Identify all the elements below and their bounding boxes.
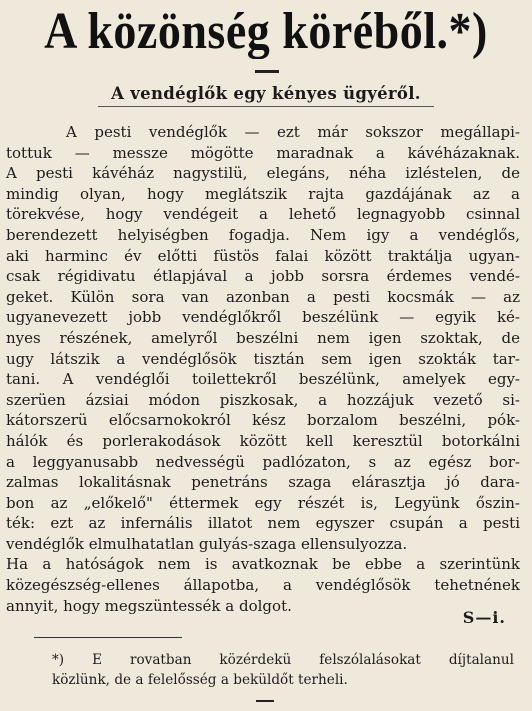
body-line: kátorszerü előcsarnokokról kész borzalom beszélni, pók- — [6, 411, 520, 430]
body-line: A pesti vendéglők — ezt már sokszor megállapi- — [66, 123, 520, 141]
subheading-underline — [98, 106, 434, 107]
headline-divider — [255, 70, 279, 73]
body-line: hálók és porlerakodások között kell keresztül botorkálni — [6, 431, 520, 450]
article-subheading: A vendéglők egy kényes ügyéről. — [111, 84, 421, 103]
body-line: geket. Külön sora van azonban a pesti kocsmák — az — [6, 287, 520, 306]
footnote — [52, 650, 514, 690]
author-signature: S—i. — [462, 608, 506, 627]
body-line: közegészség-ellenes állapotba, a vendéglősök tehetnének — [6, 576, 520, 595]
body-line: berendezett helyiségben fogadja. Nem igy a vendéglős, — [6, 225, 520, 244]
body-line: törekvése, hogy vendégeit a lehető legnagyobb csinnal — [6, 205, 520, 224]
body-line: tani. A vendéglői toilettekről beszélünk, amelyek egy- — [6, 370, 520, 389]
body-line: szerüen ázsiai módon piszkosak, a hozzájuk vezető si- — [6, 390, 520, 409]
body-line: tottuk — messze mögötte maradnak a kávéházaknak. — [6, 143, 520, 162]
body-line: vendéglők elmulhatatlan gulyás-szaga ellensulyozza. — [6, 534, 408, 553]
body-line: aki harminc év előtti füstös falai között traktálja ugyan- — [6, 246, 520, 265]
body-line: ugy látszik a vendéglősök tisztán sem igen szokták tar- — [6, 349, 520, 368]
body-line: mindig olyan, hogy meglátszik rajta gazdájának az a — [6, 184, 520, 203]
body-line: zalmas lokalitásnak penetráns szaga elárasztja jó dara- — [6, 473, 520, 492]
body-line: annyit, hogy megszüntessék a dolgot. — [6, 596, 292, 615]
bottom-divider — [256, 700, 274, 702]
footnote-line: közlünk, de a felelősség a beküldőt terheli. — [52, 672, 348, 688]
footnote-divider — [34, 637, 182, 638]
headline: A közönség köréből.*) — [44, 1, 488, 59]
body-line: ték: ezt az infernális illatot nem egyszer csupán a pesti — [6, 514, 520, 533]
body-line: A pesti kávéház nagystilü, elegáns, néha izléstelen, de — [6, 164, 520, 183]
article-body — [6, 122, 520, 616]
body-line: bon az „előkelő" éttermek egy részét is, Legyünk őszin- — [6, 493, 520, 512]
body-line: csak régidivatu étlapjával a jobb sorsra érdemes vendé- — [6, 267, 520, 286]
footnote-line: *) E rovatban közérdekü felszólalásokat díjtalanul — [52, 652, 514, 668]
body-line: nyes részének, amelyről beszélni nem igen szoktak, de — [6, 328, 520, 347]
body-line: a leggyanusabb nedvességü padlózaton, s az egész bor- — [6, 452, 520, 471]
body-line: ugyanevezett jobb vendéglőkről beszélünk — egyik ké- — [6, 308, 520, 327]
body-line: Ha a hatóságok nem is avatkoznak be ebbe a szerintünk — [6, 555, 520, 574]
